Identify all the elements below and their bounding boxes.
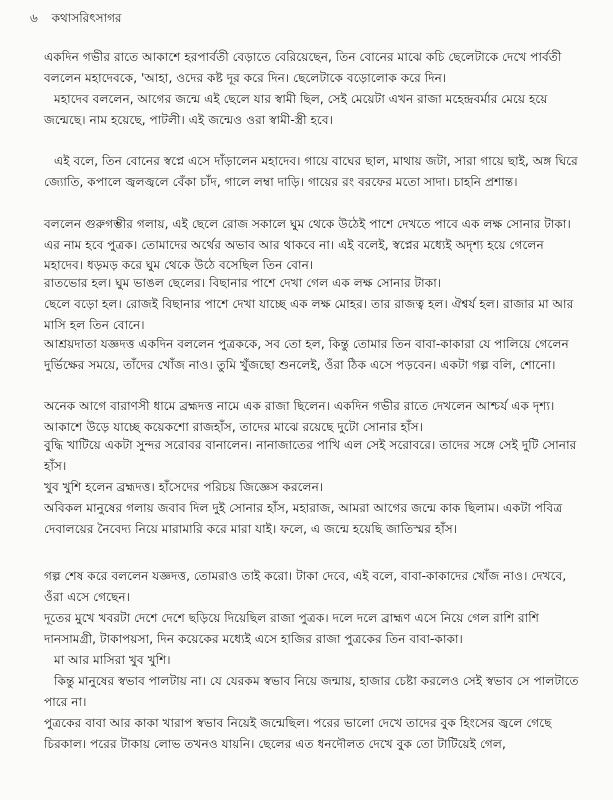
paragraph-8: অনেক আগে বারাণসী ধামে ব্রহ্মদত্ত নামে এক রাজা ছিলেন। একদিন গভীর রাতে দেখলেন আশ্চর্য এক দৃশ্য। আকাশে উড়ে যাচ্ছে কয়েকশো রাজহাঁস, তাদের মাঝে রয়েছে দুটো সোনার হাঁস। — [44, 399, 555, 434]
paragraph-15: কিন্তু মানুষের স্বভাব পালটায় না। যে যেরকম স্বভাব নিয়ে জন্মায়, হাজার চেষ্টা করলেও সেই স্বভাব সে পালটাতে পারে না। — [44, 674, 579, 709]
paragraph-2: মহাদেব বললেন, আগের জন্মে এই ছেলে যার স্বামী ছিল, সেই মেয়েটা এখন রাজা মহেন্দ্রবর্মার মেয়ে হয়ে জন্মেছে। নাম হয়েছে, পাটলী। এই জন্মেও ওরা স্বামী-স্ত্রী হবে। — [44, 92, 548, 127]
paragraph-5: রাতভোর হল। ঘুম ভাঙল ছেলের। বিছানার পাশে দেখা গেল এক লক্ষ সোনার টাকা। — [44, 276, 442, 290]
paragraph-4: বললেন গুরুগম্ভীর গলায়, এই ছেলে রোজ সকালে ঘুম থেকে উঠেই পাশে দেখতে পাবে এক লক্ষ সোনার টাকা। এর নাম হবে পুত্রক। তোমাদের অর্থের অভাব আর থাকবে না। এই বলেই, স্বপ্নের মধ্যেই অদৃশ্য হয়ে গেলেন মহাদেব। ধড়মড় করে ঘুম থেকে উঠে বসেছিল তিন বোন। — [44, 217, 571, 272]
paragraph-3: এই বলে, তিন বোনের স্বপ্নে এসে দাঁড়ালেন মহাদেব। গায়ে বাঘের ছাল, মাথায় জটা, সারা গায়ে ছাই, অঙ্গ ঘিরে জ্যোতি, কপালে জ্বলজ্বলে বেঁকা চাঁদ, গালে লম্বা দাড়ি। গায়ের রং বরফের মতো সাদা। চাহনি প্রশান্ত। — [44, 154, 578, 189]
paragraph-13: দূতের মুখে খবরটা দেশে দেশে ছড়িয়ে দিয়েছিল রাজা পুত্রক। দলে দলে ব্রাহ্মণ এসে নিয়ে গেল রাশি রাশি দানসামগ্রী, টাকাপয়সা, দিন কয়েকের মধ্যেই এসে হাজির রাজা পুত্রকের তিন বাবা-কাকা। — [44, 611, 539, 646]
paragraph-16: পুত্রকের বাবা আর কাকা খারাপ স্বভাব নিয়েই জন্মেছিল। পরের ভালো দেখে তাদের বুক হিংসের জ্বলে গেছে চিরকাল। পরের টাকায় লোভ তখনও যায়নি। ছেলের এত ধনদৌলত দেখে বুক তো টাটিয়েই গেল, — [44, 716, 552, 751]
paragraph-1: একদিন গভীর রাতে আকাশে হরপার্বতী বেড়াতে বেরিয়েছেন, তিন বোনের মাঝে কচি ছেলেটাকে দেখে পার্বতী বললেন মহাদেবকে, 'আহা, ওদের কষ্ট দূর করে দিন। ছেলেটাকে বড়োলোক করে দিন। — [44, 50, 562, 85]
paragraph-12: গল্প শেষ করে বললেন যজ্ঞদত্ত, তোমরাও তাই করো। টাকা দেবে, এই বলে, বাবা-কাকাদের খোঁজ নাও। দেখবে, ওঁরা এসে গেছেন। — [44, 569, 567, 604]
paragraph-10: খুব খুশি হলেন ব্রহ্মদত্ত। হাঁসেদের পরিচয় জিজ্ঞেস করলেন। — [44, 480, 324, 494]
paragraph-11: অবিকল মানুষের গলায় জবাব দিল দুই সোনার হাঁস, মহারাজ, আমরা আগের জন্মে কাক ছিলাম। একটা পবিত্র দেবালয়ের নৈবেদ্য নিয়ে মারামারি করে মারা যাই। ফলে, এ জন্মে হয়েছি জাতিস্মর হাঁস। — [44, 501, 563, 536]
paragraph-7: আশ্রয়দাতা যজ্ঞদত্ত একদিন বললেন পুত্রককে, সব তো হল, কিন্তু তোমার তিন বাবা-কাকারা যে পালিয়ে গেলেন দুর্ভিক্ষের সময়ে, তাঁদের খোঁজ নাও। তুমি খুঁজছো শুনলেই, ওঁরা ঠিক এসে পড়বেন। একটা গল্প বলি, শোনো। — [44, 337, 569, 372]
book-title: কথাসরিৎসাগর — [51, 11, 122, 25]
page-header — [30, 10, 122, 30]
page-number: ৬ — [30, 11, 38, 25]
paragraph-6: ছেলে বড়ো হল। রোজই বিছানার পাশে দেখা যাচ্ছে এক লক্ষ মোহর। তার রাজত্ব হল। ঐশ্বর্য হল। রাজার মা আর মাসি হল তিন বোনে। — [44, 297, 574, 332]
paragraph-14: মা আর মাসিরা খুব খুশি। — [54, 653, 171, 667]
paragraph-9: বুদ্ধি খাটিয়ে একটা সুন্দর সরোবর বানালেন। নানাজাতের পাখি এল সেই সরোবরে। তাদের সঙ্গে সেই দুটি সোনার হাঁস। — [44, 438, 577, 473]
